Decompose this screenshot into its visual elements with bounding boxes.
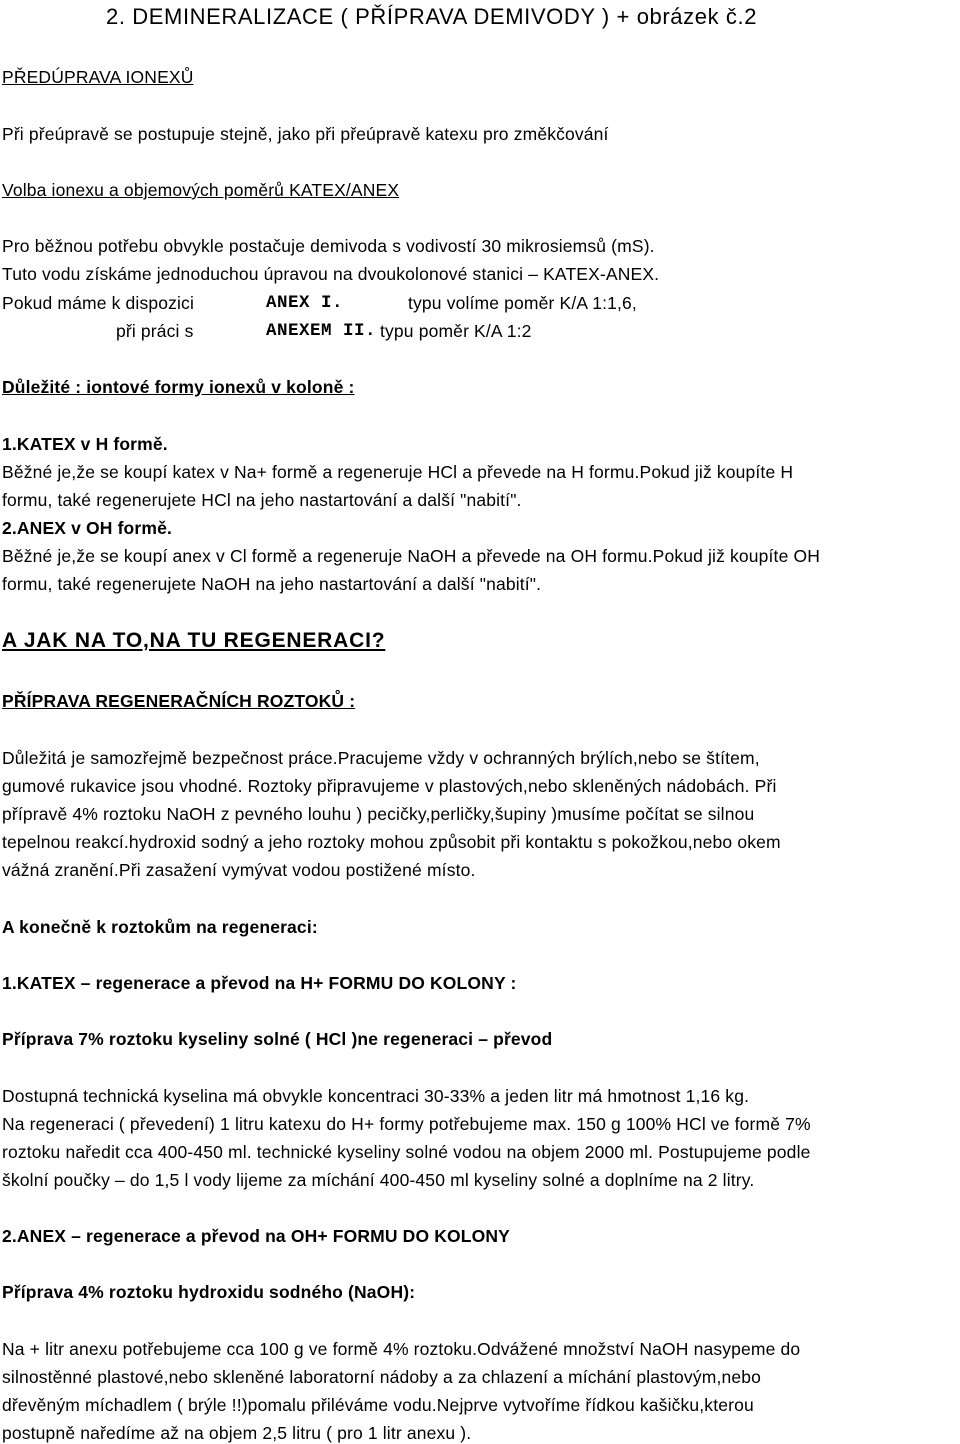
anex-regen-line: postupně naředíme až na objem 2,5 litru ( pro 1 litr anexu ). — [2, 1423, 472, 1443]
ratio-row-anex-2 — [2, 320, 902, 342]
katex-regen-line: školní poučky – do 1,5 l vody lijeme za míchání 400-450 ml kyseliny solné a doplníme na 2 litry. — [2, 1170, 755, 1190]
anex-regen-subheading: Příprava 4% roztoku hydroxidu sodného (NaOH): — [2, 1282, 416, 1302]
ratio-value: typu volíme poměr K/A 1:1,6, — [408, 293, 637, 313]
anex-form-heading: 2.ANEX v OH formě. — [2, 518, 172, 538]
safety-line: gumové rukavice jsou vhodné. Roztoky připravujeme v plastových,nebo skleněných nádobách. Při — [2, 776, 777, 796]
preduprava-heading: PŘEDÚPRAVA IONEXŮ — [2, 67, 194, 87]
ratio-row-anex-1 — [2, 292, 902, 314]
katex-regen-line: Dostupná technická kyselina má obvykle koncentraci 30-33% a jeden litr má hmotnost 1,16 kg. — [2, 1086, 750, 1106]
anex-regen-line: silnostěnné plastové,nebo skleněné laboratorní nádoby a za chlazení a míchání plastovým,nebo — [2, 1367, 762, 1387]
volba-heading: Volba ionexu a objemových poměrů KATEX/ANEX — [2, 180, 400, 200]
safety-line: Důležitá je samozřejmě bezpečnost práce.Pracujeme vždy v ochranných brýlích,nebo se štítem, — [2, 748, 760, 768]
ratio-label: při práci s — [116, 321, 194, 341]
katex-regen-heading: 1.KATEX – regenerace a převod na H+ FORMU DO KOLONY : — [2, 973, 517, 993]
katex-regen-line: roztoku naředit cca 400-450 ml. technické kyseliny solné vodou na objem 2000 ml. Postupujeme podle — [2, 1142, 811, 1162]
katex-form-heading: 1.KATEX v H formě. — [2, 434, 168, 454]
ratio-anex: ANEX I. — [266, 293, 344, 313]
katex-form-line: Běžné je,že se koupí katex v Na+ formě a regeneruje HCl a převede na H formu.Pokud již koupíte H — [2, 462, 794, 482]
jak-heading: A JAK NA TO,NA TU REGENERACI? — [2, 629, 386, 652]
volba-line: Pro běžnou potřebu obvykle postačuje demivoda s vodivostí 30 mikrosiemsů (mS). — [2, 236, 655, 256]
iontove-heading: Důležité : iontové formy ionexů v koloně : — [2, 377, 355, 397]
volba-line: Tuto vodu získáme jednoduchou úpravou na dvoukolonové stanici – KATEX-ANEX. — [2, 264, 660, 284]
priprava-heading: PŘÍPRAVA REGENERAČNÍCH ROZTOKŮ : — [2, 691, 356, 711]
preduprava-text: Při přeúpravě se postupuje stejně, jako při přeúpravě katexu pro změkčování — [2, 124, 609, 144]
anex-regen-line: Na + litr anexu potřebujeme cca 100 g ve formě 4% roztoku.Odvážené množství NaOH nasypeme do — [2, 1339, 801, 1359]
konecne-heading: A konečně k roztokům na regeneraci: — [2, 917, 318, 937]
katex-regen-subheading: Příprava 7% roztoku kyseliny solné ( HCl )ne regeneraci – převod — [2, 1029, 553, 1049]
katex-form-line: formu, také regenerujete HCl na jeho nastartování a další "nabití". — [2, 490, 522, 510]
safety-line: tepelnou reakcí.hydroxid sodný a jeho roztoky mohou způsobit při kontaktu s pokožkou,nebo okem — [2, 832, 781, 852]
anex-regen-line: dřevěným míchadlem ( brýle !!)pomalu přiléváme vodu.Nejprve vytvoříme řídkou kašičku,kterou — [2, 1395, 754, 1415]
katex-regen-line: Na regeneraci ( převedení) 1 litru katexu do H+ formy potřebujeme max. 150 g 100% HCl ve formě 7% — [2, 1114, 811, 1134]
ratio-label: Pokud máme k dispozici — [2, 293, 194, 313]
safety-line: přípravě 4% roztoku NaOH z pevného louhu ) pecičky,perličky,šupiny )musíme počítat se silnou — [2, 804, 755, 824]
safety-line: vážná zranění.Při zasažení vymývat vodou postižené místo. — [2, 860, 476, 880]
ratio-anex: ANEXEM II. — [266, 321, 377, 341]
anex-form-line: Běžné je,že se koupí anex v Cl formě a regeneruje NaOH a převede na OH formu.Pokud již koupíte OH — [2, 546, 821, 566]
ratio-value: typu poměr K/A 1:2 — [380, 321, 532, 341]
page-title: 2. DEMINERALIZACE ( PŘÍPRAVA DEMIVODY ) + obrázek č.2 — [106, 4, 758, 29]
anex-regen-heading: 2.ANEX – regenerace a převod na OH+ FORMU DO KOLONY — [2, 1226, 510, 1246]
anex-form-line: formu, také regenerujete NaOH na jeho nastartování a další "nabití". — [2, 574, 542, 594]
